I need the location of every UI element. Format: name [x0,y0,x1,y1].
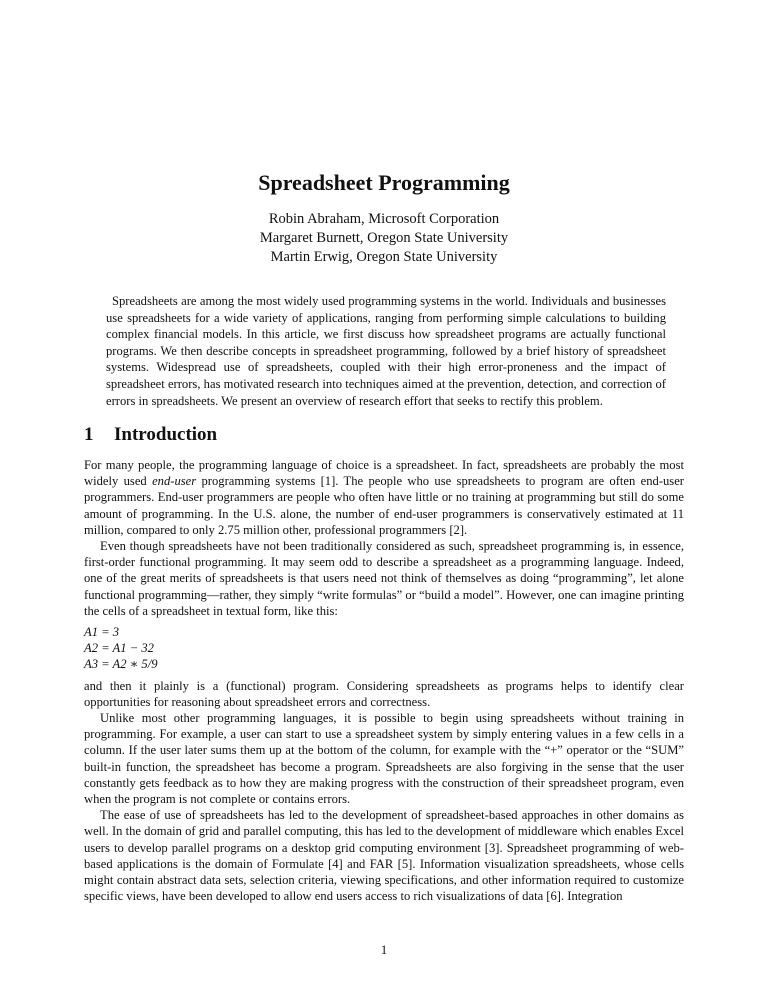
paragraph: and then it plainly is a (functional) program. Considering spreadsheets as programs helps to identify clear opportunities for reasoning about spreadsheet errors and correctness. [84,678,684,709]
author-line: Martin Erwig, Oregon State University [270,249,498,265]
author-line: Margaret Burnett, Oregon State University [259,230,509,246]
body-text [84,457,684,904]
paper-title: Spreadsheet Programming [258,170,510,195]
paragraph: Unlike most other programming languages, it is possible to begin using spreadsheets without training in programming. For example, a user can start to use a spreadsheet system by simply entering values in a few cells in a column. If the user later sums them up at the bottom of the column, for example with the “+” operator or the “SUM” built-in function, the spreadsheet has become a program. Spreadsheets are also forgiving in the sense that the user constantly gets feedback as to how they are making progress with the construction of their spreadsheet program, even when the program is not complete or contains errors. [84,711,684,807]
author-list [0,210,768,267]
section-title: Introduction [114,424,218,445]
formula-line: A2 = A1 − 32 [84,641,154,656]
paragraph [84,457,684,538]
text-run: programming systems [1]. The people who use spreadsheets to program are often end-user programmers. End-user programmers are people who often have little or no training at programming but still do some amount of programming. In the U.S. alone, the number of end-user programmers is conservatively estimated at 11 million, compared to only 2.75 million other, professional programmers [2]. [84,474,684,537]
paragraph: The ease of use of spreadsheets has led to the development of spreadsheet-based approaches in other domains as well. In the domain of grid and parallel computing, this has led to the development of middleware which enables Excel users to develop parallel programs on a desktop grid computing environment [3]. Spreadsheet programming of web-based applications is the domain of Formulate [4] and FAR [5]. Information visualization spreadsheets, whose cells might contain abstract data sets, selection criteria, viewing specifications, and other information required to customize specific views, have been developed to allow end users access to rich visualizations of data [6]. Integration [84,808,684,904]
formula-line: A3 = A2 ∗ 5/9 [84,657,158,672]
formula-line: A1 = 3 [84,625,120,640]
text-run: For many people, the programming language of choice is a spreadsheet. In fact, spreadsheets are probably the most widely used [84,458,684,489]
paragraph: Even though spreadsheets have not been traditionally considered as such, spreadsheet programming is, in essence, first-order functional programming. It may seem odd to describe a spreadsheet as a programming language. Indeed, one of the great merits of spreadsheets is that users need not think of themselves as doing “programming”, let alone functional programming—rather, they simply “write formulas” or “build a model”. However, one can imagine printing the cells of a spreadsheet in textual form, like this: [84,539,684,618]
formula-listing [84,624,684,673]
section-heading [84,424,217,446]
abstract: Spreadsheets are among the most widely used programming systems in the world. Individuals and businesses use spreadsheets for a wide variety of applications, ranging from performing simple calculations to building complex financial models. In this article, we first discuss how spreadsheet programs are actually functional programs. We then describe concepts in spreadsheet programming, followed by a brief history of spreadsheet systems. Widespread use of spreadsheets, coupled with their high error-proneness and the impact of spreadsheet errors, has motivated research into techniques aimed at the prevention, detection, and correction of errors in spreadsheets. We present an overview of research effort that seeks to rectify this problem. [106,294,666,408]
section-number: 1 [84,424,94,445]
author-line: Robin Abraham, Microsoft Corporation [268,211,500,227]
emphasis-text: end-user [152,474,197,489]
page-number: 1 [380,943,388,957]
